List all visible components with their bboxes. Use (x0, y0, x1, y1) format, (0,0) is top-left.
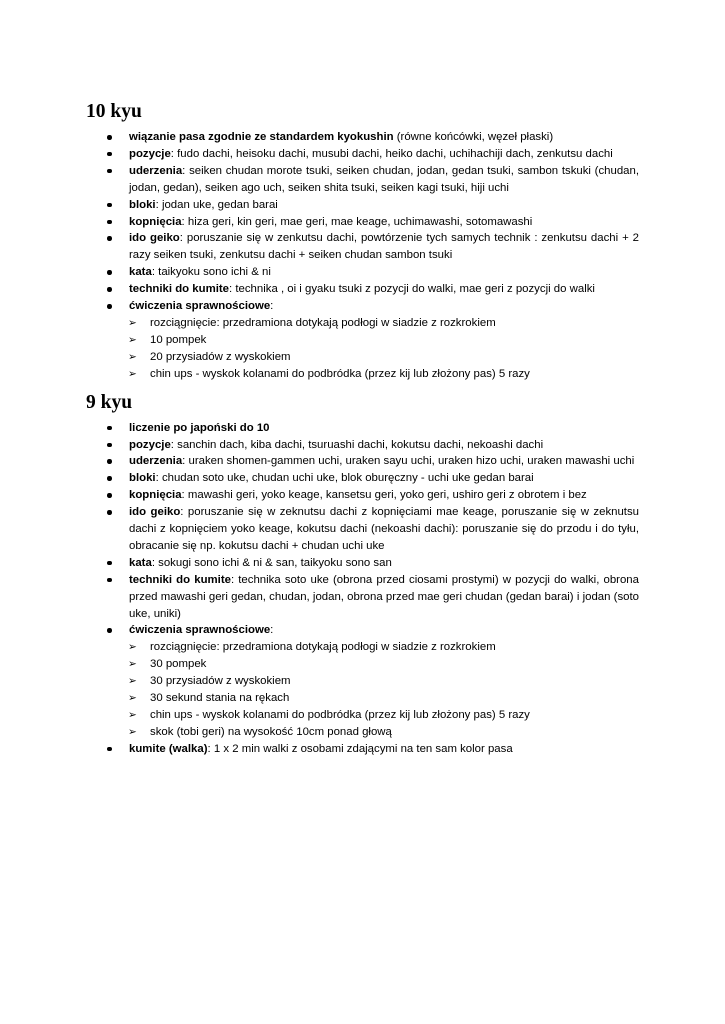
sub-list-item (128, 724, 639, 741)
list-item (86, 420, 639, 437)
bullet-icon (107, 578, 112, 583)
sub-item-text: rozciągnięcie: przedramiona dotykają podłogi w siadzie z rozkrokiem (150, 641, 496, 654)
item-separator: : (179, 232, 187, 245)
bullet-icon (107, 135, 112, 140)
list-item (86, 146, 639, 163)
item-separator: : (181, 215, 188, 228)
item-label: techniki do kumite (129, 573, 231, 586)
item-separator: : (182, 164, 190, 177)
bullet-icon (107, 628, 112, 633)
item-text: mawashi geri, yoko keage, kansetsu geri, yoko geri, ushiro geri z obrotem i bez (187, 489, 587, 502)
item-text: poruszanie się w zeknutsu dachi z kopnięciami mae keage, poruszanie się w zeknutsu dachi z kopnięciem yoko keage, kokutsu dachi (nekoashi dachi): poruszanie się do przodu i do tyłu, obracanie się np. kokutsu dachi + chudan uchi uke (129, 506, 639, 552)
bullet-icon (107, 476, 112, 481)
item-separator: : (230, 573, 239, 586)
item-text: sokugi sono ichi & ni & san, taikyoku sono san (158, 556, 392, 569)
bullet-icon (107, 459, 112, 464)
item-label: techniki do kumite (129, 283, 230, 296)
sub-list (128, 639, 639, 740)
item-label: bloki (129, 198, 156, 211)
item-label: kata (129, 556, 152, 569)
item-label: ido geiko (129, 506, 181, 519)
sub-list-item (128, 707, 639, 724)
sub-item-text: 10 pompek (150, 333, 207, 346)
item-separator: : (151, 266, 159, 279)
sub-list-item (128, 639, 639, 656)
item-text: 1 x 2 min walki z osobami zdającymi na ten sam kolor pasa (213, 742, 513, 755)
item-label: kopnięcia (129, 215, 182, 228)
list-item (86, 453, 639, 470)
list-item (86, 437, 639, 454)
sub-item-text: rozciągnięcie: przedramiona dotykają podłogi w siadzie z rozkrokiem (150, 316, 496, 329)
list-item (86, 622, 639, 740)
item-label: uderzenia (129, 455, 183, 468)
bullet-icon (107, 203, 112, 208)
list-item (86, 741, 639, 758)
item-separator: : (151, 556, 159, 569)
bullet-icon (107, 443, 112, 448)
arrow-bullet-icon: ➢ (128, 725, 137, 738)
item-text: fudo dachi, heisoku dachi, musubi dachi, heiko dachi, uchihachiji dach, zenkutsu dachi (177, 147, 613, 160)
section-title: 10 kyu (86, 101, 142, 122)
sub-list-item (128, 690, 639, 707)
bullet-icon (107, 287, 112, 292)
sub-list-item (128, 366, 639, 383)
item-separator: : (270, 300, 274, 313)
bullet-icon (107, 236, 112, 241)
list-item (86, 264, 639, 281)
list-item (86, 487, 639, 504)
item-text: uraken shomen-gammen uchi, uraken sayu uchi, uraken hizo uchi, uraken mawashi uchi (188, 455, 635, 468)
arrow-bullet-icon: ➢ (128, 316, 137, 329)
arrow-bullet-icon: ➢ (128, 641, 137, 654)
arrow-bullet-icon: ➢ (128, 367, 137, 380)
bullet-icon (107, 493, 112, 498)
list-item (86, 197, 639, 214)
item-label: pozycje (129, 438, 171, 451)
item-text: technika soto uke (obrona przed ciosami prostymi) w pozycji do walki, obrona przed mawashi geri gedan, chudan, jodan, obrona przed mae geri chudan (gedan barai) i jodan (soto uke, uniki) (129, 573, 639, 620)
item-label: uderzenia (129, 164, 183, 177)
item-separator: : (182, 455, 189, 468)
item-separator: : (181, 489, 188, 502)
sub-list-item (128, 315, 639, 332)
list-item (86, 163, 639, 197)
bullet-icon (107, 747, 112, 752)
list-item (86, 281, 639, 298)
sub-list (128, 315, 639, 383)
section-title: 9 kyu (86, 391, 133, 413)
item-separator: : (270, 624, 274, 637)
arrow-bullet-icon: ➢ (128, 709, 137, 721)
bullet-icon (107, 220, 112, 225)
sub-item-text: 30 sekund stania na rękach (150, 692, 290, 705)
item-label: bloki (129, 472, 156, 485)
item-separator: : (229, 283, 236, 296)
bullet-icon (107, 270, 112, 275)
item-label: kopnięcia (129, 489, 182, 502)
item-text: chudan soto uke, chudan uchi uke, blok oburęczny - uchi uke gedan barai (161, 472, 534, 485)
item-separator: : (180, 506, 188, 519)
sub-list-item (128, 673, 639, 690)
sub-item-text: chin ups - wyskok kolanami do podbródka (przez kij lub złożony pas) 5 razy (150, 709, 530, 721)
arrow-bullet-icon: ➢ (128, 333, 137, 346)
item-label: kata (129, 266, 152, 279)
item-label: wiązanie pasa zgodnie ze standardem kyokushin (129, 131, 394, 143)
item-text: sanchin dach, kiba dachi, tsuruashi dachi, kokutsu dachi, nekoashi dachi (177, 438, 544, 451)
list-item (86, 230, 639, 264)
bullet-icon (107, 561, 112, 566)
list-item (86, 555, 639, 572)
item-label: pozycje (129, 147, 171, 160)
item-text: jodan uke, gedan barai (161, 198, 278, 211)
bullet-icon (107, 169, 112, 174)
item-label: ido geiko (129, 232, 180, 245)
item-label: ćwiczenia sprawnościowe (129, 300, 271, 313)
bullet-icon (107, 304, 112, 309)
arrow-bullet-icon: ➢ (128, 350, 137, 363)
sub-item-text: 30 przysiadów z wyskokiem (150, 675, 291, 688)
item-text: technika , oi i gyaku tsuki z pozycji do walki, mae geri z pozycji do walki (235, 283, 595, 296)
item-text: taikyoku sono ichi & ni (158, 266, 271, 279)
list-item (86, 572, 639, 623)
item-text: (równe końcówki, węzeł płaski) (396, 131, 554, 143)
item-text: hiza geri, kin geri, mae geri, mae keage, uchimawashi, sotomawashi (187, 215, 533, 228)
sub-item-text: chin ups - wyskok kolanami do podbródka (przez kij lub złożony pas) 5 razy (150, 367, 530, 380)
requirements-list (86, 129, 639, 383)
item-text: seiken chudan morote tsuki, seiken chudan, jodan, gedan tsuki, sambon tskuki (chudan, jodan, gedan), seiken ago uch, seiken shita tsuki, seiken kagi tsuki, hiji uchi (129, 164, 639, 194)
item-label: ćwiczenia sprawnościowe (129, 624, 271, 637)
arrow-bullet-icon: ➢ (128, 675, 137, 688)
bullet-icon (107, 152, 112, 157)
list-item (86, 470, 639, 487)
sub-item-text: 20 przysiadów z wyskokiem (150, 350, 291, 363)
sub-item-text: 30 pompek (150, 658, 207, 671)
list-item (86, 504, 639, 555)
item-label: kumite (walka) (129, 742, 208, 755)
item-separator: : (170, 438, 178, 451)
list-item (86, 298, 639, 383)
sub-list-item (128, 349, 639, 366)
item-separator: : (170, 147, 178, 160)
arrow-bullet-icon: ➢ (128, 658, 137, 671)
arrow-bullet-icon: ➢ (128, 692, 137, 705)
item-separator: : (207, 742, 214, 755)
item-separator: : (155, 472, 162, 485)
bullet-icon (107, 510, 112, 515)
list-item (86, 214, 639, 231)
item-label: liczenie po japoński do 10 (129, 421, 270, 434)
item-text: poruszanie się w zenkutsu dachi, powtórzenie tych samych technik : zenkutsu dachi + 2 razy seiken tsuki, zenkutsu dachi + seiken chudan sambon tsuki (129, 232, 639, 262)
sub-item-text: skok (tobi geri) na wysokość 10cm ponad głową (150, 725, 392, 738)
sub-list-item (128, 332, 639, 349)
requirements-list (86, 420, 639, 758)
sub-list-item (128, 656, 639, 673)
bullet-icon (107, 426, 112, 431)
list-item (86, 129, 639, 146)
item-separator: : (155, 198, 162, 211)
